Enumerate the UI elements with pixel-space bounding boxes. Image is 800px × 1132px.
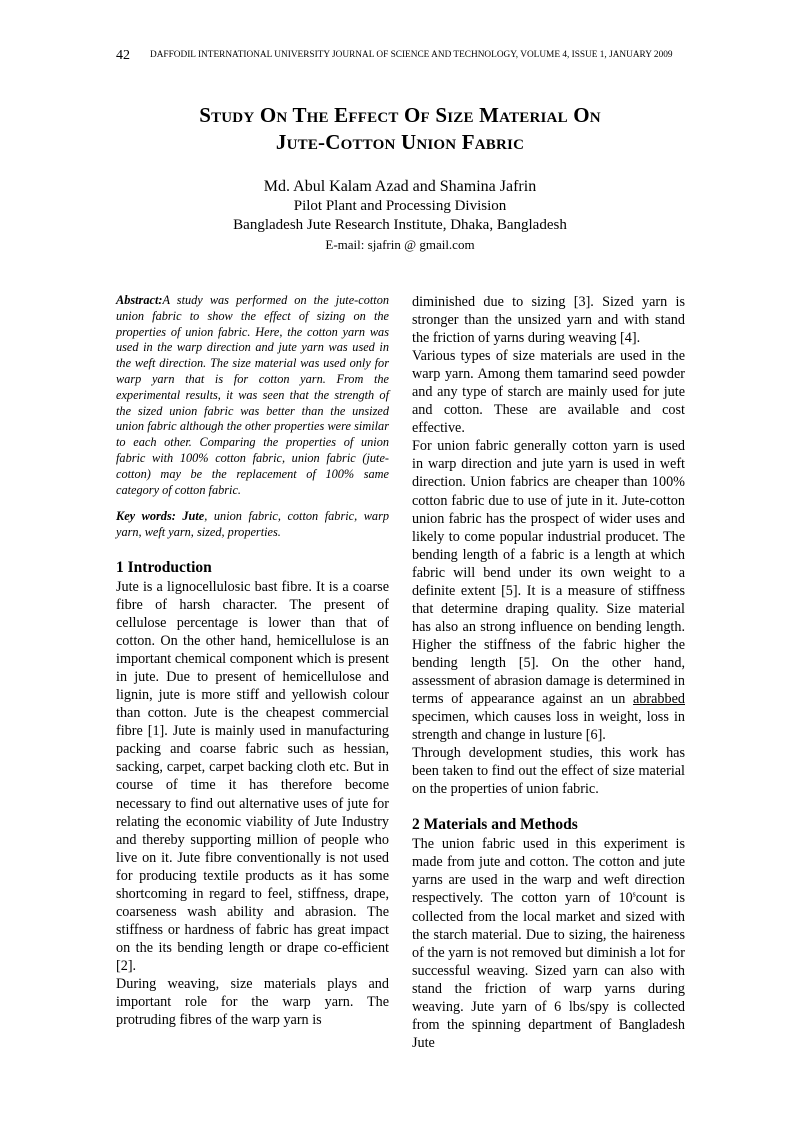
right-column — [412, 293, 685, 1052]
paper-title — [100, 102, 700, 156]
keywords-first: Jute — [182, 509, 205, 524]
paragraph: Through development studies, this work has been taken to find out the effect of size material on the properties of union fabric. — [412, 745, 685, 798]
running-header: DAFFODIL INTERNATIONAL UNIVERSITY JOURNAL OF SCIENCE AND TECHNOLOGY, VOLUME 4, ISSUE 1, JANUARY 2009 — [150, 50, 673, 60]
section-heading-methods: 2 Materials and Methods — [412, 816, 578, 834]
author-email: E-mail: sjafrin @ gmail.com — [325, 237, 475, 252]
paragraph — [412, 437, 685, 744]
abstract-label: Abstract: — [116, 293, 163, 307]
keywords-rest: , union fabric, cotton fabric, warp yarn, weft yarn, sized, properties. — [116, 509, 390, 540]
left-column — [116, 293, 389, 1029]
page-number: 42 — [116, 48, 130, 63]
author-institute: Bangladesh Jute Research Institute, Dhaka, Bangladesh — [233, 217, 567, 233]
paragraph-text: For union fabric generally cotton yarn is used in warp direction and jute yarn is used in weft direction. Union fabrics are cheaper than 100% cotton fabric due to use of jute in it. Jute-cotton union fabric has the prospect of wider uses and likely to come popular industrial producet. The bending length of a fabric is a length at which fabric will bend under its own weight to a definite extent [5]. It is a measure of stiffness that determine draping quality. Size material has also an strong influence on bending length. Higher the stiffness of the fabric higher the bending length [5]. On the other hand, assessment of abrasion damage is determined in terms of appearance against an un — [412, 438, 685, 708]
paragraph-text: The union fabric used in this experiment is made from jute and cotton. The cotton and jute yarns are used in the warp and weft direction respectively. The cotton yarn of 10 — [412, 836, 685, 907]
paragraph: diminished due to sizing [3]. Sized yarn is stronger than the unsized yarn and with stand the friction of yarns during weaving [4]. — [412, 294, 685, 347]
section-heading-introduction: 1 Introduction — [116, 558, 212, 576]
paragraph — [412, 835, 685, 1052]
underlined-word: abrabbed — [633, 691, 685, 708]
keywords — [116, 509, 389, 541]
paragraph-text: specimen, which causes loss in weight, loss in strength and change in lusture [6]. — [412, 709, 685, 744]
author-block — [100, 176, 700, 254]
author-names: Md. Abul Kalam Azad and Shamina Jafrin — [263, 178, 537, 195]
title-line-2: Jute-Cotton Union Fabric — [275, 130, 525, 154]
paragraph-text: count is collected from the local market and sized with the starch material. Due to sizing, the haireness of the yarn is not removed but diminish a lot for successful weaving. Sized yarn can also with stand the friction of warp yarns during weaving. Jute yarn of 6 lbs/spy is collected from the spinning department of Bangladesh Jute — [412, 890, 685, 1051]
keywords-label: Key words: — [116, 509, 176, 524]
author-division: Pilot Plant and Processing Division — [293, 198, 507, 214]
abstract-text: A study was performed on the jute-cotton union fabric to show the effect of sizing on the properties of union fabric. Here, the cotton yarn was used in the warp direction and jute yarn was used in the weft direction. The size material was used only for warp yarn that is for cotton yarn. From the experimental results, it was seen that the strength of the sized union fabric was better than the unsized union fabric although the other properties were similar to each other. Comparing the properties of union fabric with 100% cotton fabric, union fabric (jute-cotton) may be the replacement of 100% same category of cotton fabric. — [116, 293, 389, 497]
title-line-1: Study On The Effect Of Size Material On — [199, 103, 601, 127]
superscript: s — [632, 889, 636, 899]
paragraph: During weaving, size materials plays and important role for the warp yarn. The protruding fibres of the warp yarn is — [116, 975, 389, 1029]
paragraph: Various types of size materials are used in the warp yarn. Among them tamarind seed powder and any type of starch are mainly used for jute and cotton. These are available and cost effective. — [412, 348, 685, 437]
abstract — [116, 293, 389, 498]
paragraph: Jute is a lignocellulosic bast fibre. It is a coarse fibre of harsh character. The present of cellulose percentage is lower than that of cotton. On the other hand, hemicellulose is an important chemical component which is present in jute. Due to present of hemicellulose and lignin, jute is more stiff and yellowish colour than cotton. Jute is the cheapest commercial fibre [1]. Jute is mainly used in manufacturing packing and coarse fabric such as hessian, sacking, carpet, carpet backing cloth etc. But in course of time it has therefore become necessary to find out alternative uses of jute for relating the economic viability of Jute Industry and thereby supporting million of people who live on it. Jute fibre conventionally is not used for producing textile products as it has some shortcoming in regard to feel, stiffness, drape, coarseness wash ability and abrasion. The stiffness or hardness of fabric has great impact on the its bending length or drape co-efficient [2]. — [116, 578, 389, 974]
